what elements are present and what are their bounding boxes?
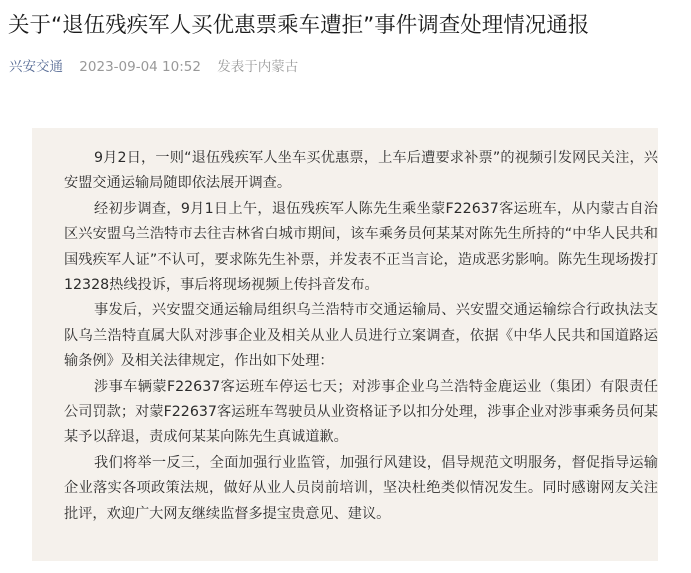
paragraph-3: 事发后，兴安盟交通运输局组织乌兰浩特市交通运输局、兴安盟交通运输综合行政执法支队乌兰浩特直属大队对涉事企业及相关从业人员进行立案调查，依据《中华人民共和国道路运输条例》及相关法律规定，作出如下处理：: [64, 302, 658, 370]
paragraph-5: 我们将举一反三，全面加强行业监管，加强行风建设，倡导规范文明服务，督促指导运输企业落实各项政策法规，做好从业人员岗前培训，坚决杜绝类似情况发生。同时感谢网友关注批评，欢迎广大网友继续监督多提宝贵意见、建议。: [64, 454, 658, 522]
article-meta: [9, 57, 298, 77]
account-name-link[interactable]: 兴安交通: [9, 59, 63, 75]
publish-date: 2023-09-04 10:52: [79, 59, 201, 75]
paragraph-1: 9月2日，一则“退伍残疾军人坐车买优惠票，上车后遭要求补票”的视频引发网民关注，兴安盟交通运输局随即依法展开调查。: [64, 150, 658, 192]
publish-location: 发表于内蒙古: [217, 59, 299, 75]
article-title: 关于“退伍残疾军人买优惠票乘车遭拒”事件调查处理情况通报: [8, 13, 590, 38]
paragraph-2: 经初步调查，9月1日上午，退伍残疾军人陈先生乘坐蒙F22637客运班车，从内蒙古自治区兴安盟乌兰浩特市去往吉林省白城市期间，该车乘务员何某某对陈先生所持的“中华人民共和国残疾军人证”不认可，要求陈先生补票，并发表不正当言论，造成恶劣影响。陈先生现场拨打12328热线投诉，事后将现场视频上传抖音发布。: [64, 200, 658, 294]
paragraph-4: 涉事车辆蒙F22637客运班车停运七天；对涉事企业乌兰浩特金鹿运业（集团）有限责任公司罚款；对蒙F22637客运班车驾驶员从业资格证予以扣分处理，涉事企业对涉事乘务员何某某予以辞退，责成何某某向陈先生真诚道歉。: [64, 378, 658, 446]
notice-body: [64, 146, 658, 527]
notice-card: [32, 128, 658, 561]
